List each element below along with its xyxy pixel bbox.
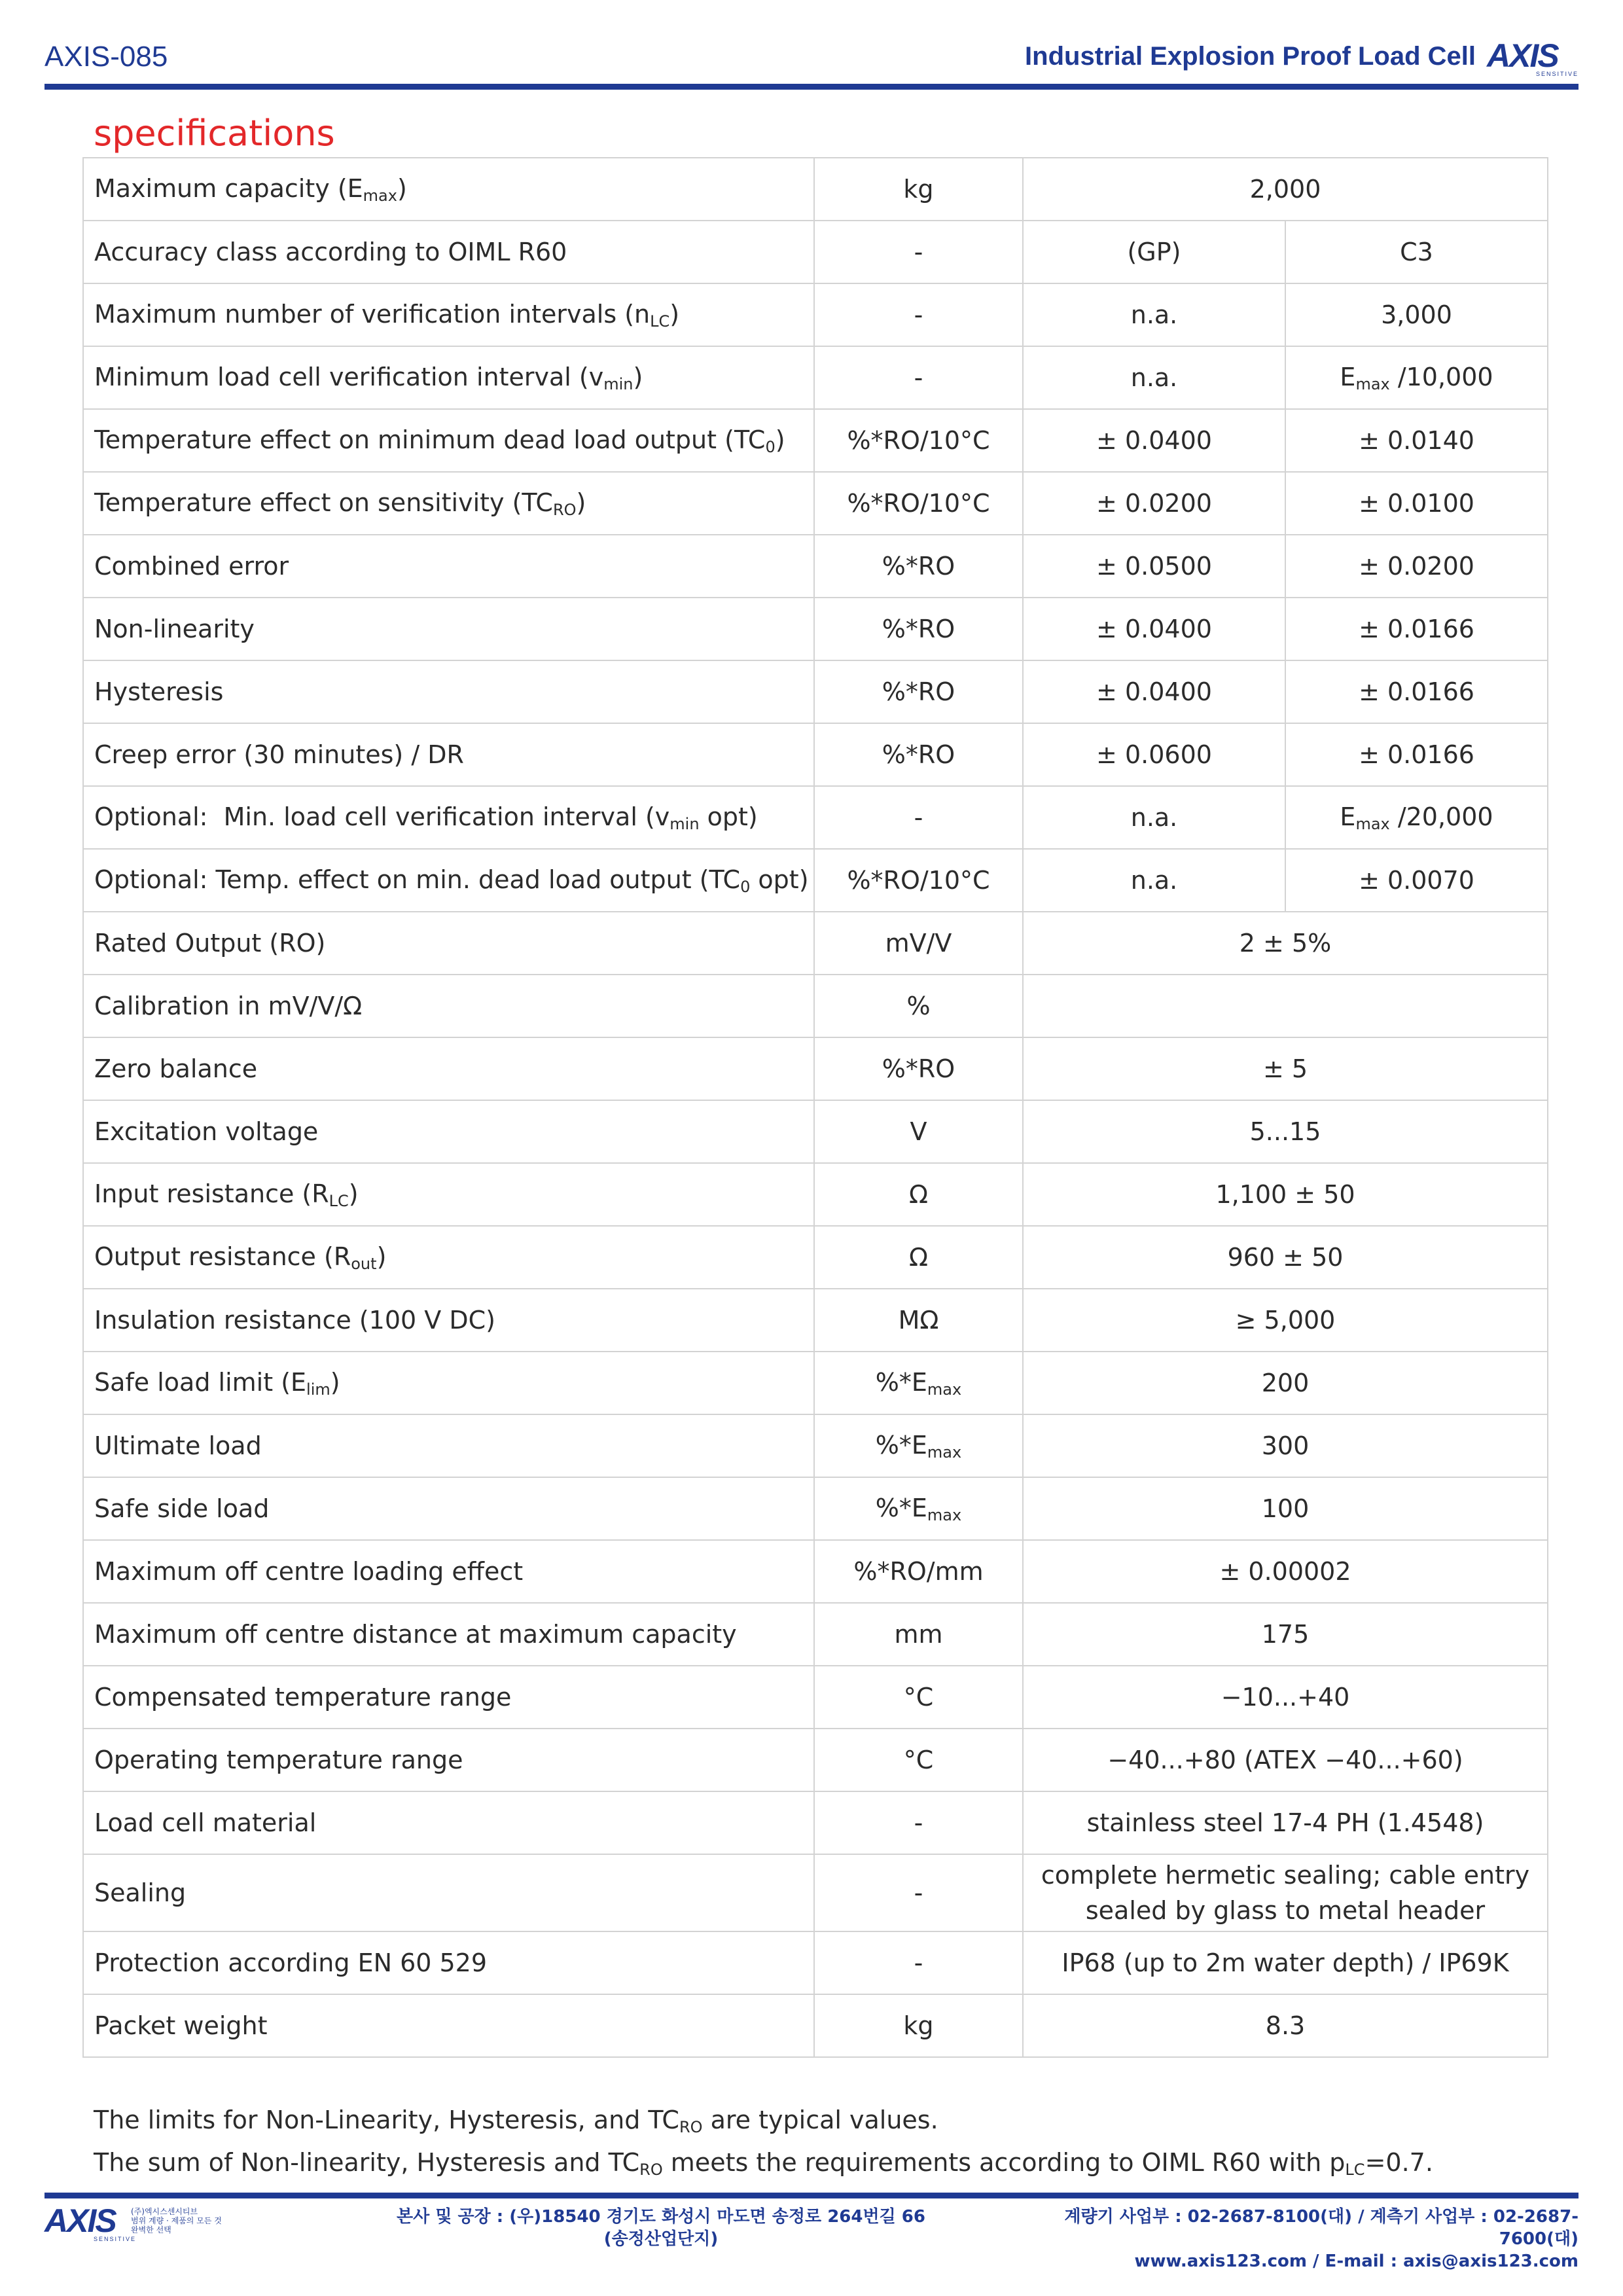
unit-cell: - <box>814 221 1023 283</box>
param-cell: Optional: Temp. effect on min. dead load output ($TC_0$ opt) <box>83 849 814 912</box>
company-name: (주)엑시스센시티브 <box>131 2207 198 2216</box>
c3-value-cell: ± 0.0166 <box>1285 660 1548 723</box>
param-cell: Safe side load <box>83 1477 814 1540</box>
gp-value-cell: (GP) <box>1023 221 1285 283</box>
value-cell: IP68 (up to 2m water depth) / IP69K <box>1023 1931 1548 1994</box>
table-row <box>83 786 1548 849</box>
c3-value-cell: $E_{max}$ /10,000 <box>1285 346 1548 409</box>
note-typical-values: The limits for Non-Linearity, Hysteresis, and $TC_{RO}$ are typical values. <box>94 2106 938 2136</box>
unit-cell: V <box>814 1100 1023 1163</box>
footer-axis-logo <box>45 2202 136 2242</box>
gp-value-cell: ± 0.0500 <box>1023 535 1285 598</box>
company-tagline: 범위 계량 · 제품의 모든 것 <box>131 2216 222 2225</box>
c3-value-cell: ± 0.0070 <box>1285 849 1548 912</box>
param-cell: Maximum number of verification intervals $(n_{LC})$ <box>83 283 814 346</box>
table-row <box>83 1414 1548 1477</box>
table-row <box>83 221 1548 283</box>
gp-value-cell: ± 0.0400 <box>1023 409 1285 472</box>
table-row <box>83 1289 1548 1352</box>
logo-tagline: SENSITIVE <box>1535 71 1578 77</box>
unit-cell: $\%*E_{max}$ <box>814 1352 1023 1414</box>
param-cell: Ultimate load <box>83 1414 814 1477</box>
c3-value-cell: ± 0.0200 <box>1285 535 1548 598</box>
table-row <box>83 1729 1548 1791</box>
footer-company <box>131 2207 229 2234</box>
specifications-table <box>82 157 1548 2058</box>
gp-value-cell: ± 0.0200 <box>1023 472 1285 535</box>
value-cell: stainless steel 17-4 PH (1.4548) <box>1023 1791 1548 1854</box>
table-notes <box>94 2102 1433 2187</box>
unit-cell: °C <box>814 1666 1023 1729</box>
footer-logo-wordmark: AXIS <box>45 2202 116 2239</box>
note-oiml-requirements: The sum of Non-linearity, Hysteresis and $TC_{RO}$ meets the requirements according to OIML R60 with $p_{LC}=0.7$. <box>94 2148 1433 2179</box>
value-cell: −40...+80 (ATEX −40...+60) <box>1023 1729 1548 1791</box>
unit-cell: Ω <box>814 1226 1023 1289</box>
c3-value-cell: ± 0.0166 <box>1285 723 1548 786</box>
unit-cell: $\%*E_{max}$ <box>814 1414 1023 1477</box>
unit-cell: - <box>814 1791 1023 1854</box>
unit-cell: %*RO <box>814 660 1023 723</box>
unit-cell: MΩ <box>814 1289 1023 1352</box>
page-header <box>0 0 1623 92</box>
param-cell: Zero balance <box>83 1037 814 1100</box>
table-row <box>83 472 1548 535</box>
value-cell: complete hermetic sealing; cable entry sealed by glass to metal header <box>1023 1854 1548 1931</box>
param-cell: Compensated temperature range <box>83 1666 814 1729</box>
param-cell: Input resistance $(R_{LC})$ <box>83 1163 814 1226</box>
unit-cell: %*RO/10°C <box>814 409 1023 472</box>
value-cell: 1,100 ± 50 <box>1023 1163 1548 1226</box>
footer-divider <box>45 2193 1578 2198</box>
table-row <box>83 660 1548 723</box>
unit-cell: mV/V <box>814 912 1023 975</box>
table-row <box>83 283 1548 346</box>
document-title: Industrial Explosion Proof Load Cell <box>1025 42 1476 71</box>
unit-cell: %*RO <box>814 535 1023 598</box>
table-row <box>83 1854 1548 1931</box>
logo-wordmark: AXIS <box>1487 37 1558 74</box>
table-row <box>83 1163 1548 1226</box>
param-cell: Maximum off centre loading effect <box>83 1540 814 1603</box>
gp-value-cell: n.a. <box>1023 786 1285 849</box>
param-cell: Insulation resistance (100 V DC) <box>83 1289 814 1352</box>
table-row <box>83 912 1548 975</box>
table-row <box>83 598 1548 660</box>
axis-logo <box>1487 37 1578 80</box>
param-cell: Hysteresis <box>83 660 814 723</box>
value-cell: 960 ± 50 <box>1023 1226 1548 1289</box>
unit-cell: $\%*E_{max}$ <box>814 1477 1023 1540</box>
table-row <box>83 1540 1548 1603</box>
c3-value-cell: ± 0.0100 <box>1285 472 1548 535</box>
param-cell: Sealing <box>83 1854 814 1931</box>
footer-address <box>366 2206 955 2250</box>
table-row <box>83 158 1548 221</box>
table-row <box>83 849 1548 912</box>
table-row <box>83 1100 1548 1163</box>
value-cell: 300 <box>1023 1414 1548 1477</box>
gp-value-cell: n.a. <box>1023 283 1285 346</box>
table-row <box>83 409 1548 472</box>
table-row <box>83 535 1548 598</box>
table-row <box>83 723 1548 786</box>
param-cell: Excitation voltage <box>83 1100 814 1163</box>
value-cell: ≥ 5,000 <box>1023 1289 1548 1352</box>
unit-cell: %*RO/10°C <box>814 849 1023 912</box>
param-cell: Maximum capacity $(E_{max})$ <box>83 158 814 221</box>
param-cell: Maximum off centre distance at maximum capacity <box>83 1603 814 1666</box>
address-line: 본사 및 공장 : (우)18540 경기도 화성시 마도면 송정로 264번길 66 <box>397 2207 925 2227</box>
table-row <box>83 1603 1548 1666</box>
param-cell: Safe load limit $(E_{lim})$ <box>83 1352 814 1414</box>
unit-cell: mm <box>814 1603 1023 1666</box>
gp-value-cell: ± 0.0400 <box>1023 660 1285 723</box>
unit-cell: %*RO <box>814 723 1023 786</box>
c3-value-cell: ± 0.0140 <box>1285 409 1548 472</box>
value-cell: 175 <box>1023 1603 1548 1666</box>
param-cell: Minimum load cell verification interval $(v_{min})$ <box>83 346 814 409</box>
value-cell: 5...15 <box>1023 1100 1548 1163</box>
param-cell: Non-linearity <box>83 598 814 660</box>
c3-value-cell: $E_{max}$ /20,000 <box>1285 786 1548 849</box>
gp-value-cell: n.a. <box>1023 849 1285 912</box>
section-title: specifications <box>94 113 335 154</box>
table-row <box>83 1931 1548 1994</box>
unit-cell: %*RO <box>814 1037 1023 1100</box>
unit-cell: %*RO <box>814 598 1023 660</box>
param-cell: Rated Output (RO) <box>83 912 814 975</box>
table-row <box>83 1037 1548 1100</box>
param-cell: Protection according EN 60 529 <box>83 1931 814 1994</box>
table-row <box>83 1994 1548 2057</box>
c3-value-cell: 3,000 <box>1285 283 1548 346</box>
header-divider <box>45 84 1578 90</box>
unit-cell: %*RO/mm <box>814 1540 1023 1603</box>
address-line-2: (송정산업단지) <box>603 2229 719 2249</box>
company-tagline-2: 완벽한 선택 <box>131 2225 171 2234</box>
gp-value-cell: ± 0.0400 <box>1023 598 1285 660</box>
unit-cell: Ω <box>814 1163 1023 1226</box>
value-cell: 100 <box>1023 1477 1548 1540</box>
value-cell: 200 <box>1023 1352 1548 1414</box>
table-row <box>83 1226 1548 1289</box>
unit-cell: %*RO/10°C <box>814 472 1023 535</box>
value-cell: ± 0.00002 <box>1023 1540 1548 1603</box>
param-cell: Accuracy class according to OIML R60 <box>83 221 814 283</box>
web-email-line: www.axis123.com / E-mail : axis@axis123.com <box>1134 2251 1578 2271</box>
table-row <box>83 975 1548 1037</box>
param-cell: Combined error <box>83 535 814 598</box>
unit-cell: - <box>814 1931 1023 1994</box>
table-row <box>83 346 1548 409</box>
param-cell: Optional: Min. load cell verification interval ($v_{min}$ opt) <box>83 786 814 849</box>
unit-cell: - <box>814 786 1023 849</box>
unit-cell: kg <box>814 158 1023 221</box>
param-cell: Operating temperature range <box>83 1729 814 1791</box>
table-row <box>83 1352 1548 1414</box>
value-cell <box>1023 975 1548 1037</box>
unit-cell: - <box>814 283 1023 346</box>
gp-value-cell: ± 0.0600 <box>1023 723 1285 786</box>
table-row <box>83 1666 1548 1729</box>
gp-value-cell: n.a. <box>1023 346 1285 409</box>
value-cell: 2 ± 5% <box>1023 912 1548 975</box>
value-cell: ± 5 <box>1023 1037 1548 1100</box>
param-cell: Output resistance $(R_{out})$ <box>83 1226 814 1289</box>
unit-cell: kg <box>814 1994 1023 2057</box>
table-row <box>83 1791 1548 1854</box>
param-cell: Creep error (30 minutes) / DR <box>83 723 814 786</box>
param-cell: Temperature effect on sensitivity $(TC_{RO})$ <box>83 472 814 535</box>
value-cell: −10...+40 <box>1023 1666 1548 1729</box>
param-cell: Temperature effect on minimum dead load output $(TC_0)$ <box>83 409 814 472</box>
model-number: AXIS-085 <box>45 41 168 73</box>
unit-cell: % <box>814 975 1023 1037</box>
table-row <box>83 1477 1548 1540</box>
c3-value-cell: ± 0.0166 <box>1285 598 1548 660</box>
value-cell: 8.3 <box>1023 1994 1548 2057</box>
c3-value-cell: C3 <box>1285 221 1548 283</box>
value-cell: 2,000 <box>1023 158 1548 221</box>
phone-line: 계량기 사업부 : 02-2687-8100(대) / 계측기 사업부 : 02-2687-7600(대) <box>1064 2207 1578 2249</box>
param-cell: Packet weight <box>83 1994 814 2057</box>
footer-contact <box>990 2206 1578 2272</box>
param-cell: Calibration in mV/V/Ω <box>83 975 814 1037</box>
unit-cell: - <box>814 346 1023 409</box>
footer-logo-tagline: SENSITIVE <box>93 2236 136 2242</box>
param-cell: Load cell material <box>83 1791 814 1854</box>
unit-cell: °C <box>814 1729 1023 1791</box>
unit-cell: - <box>814 1854 1023 1931</box>
